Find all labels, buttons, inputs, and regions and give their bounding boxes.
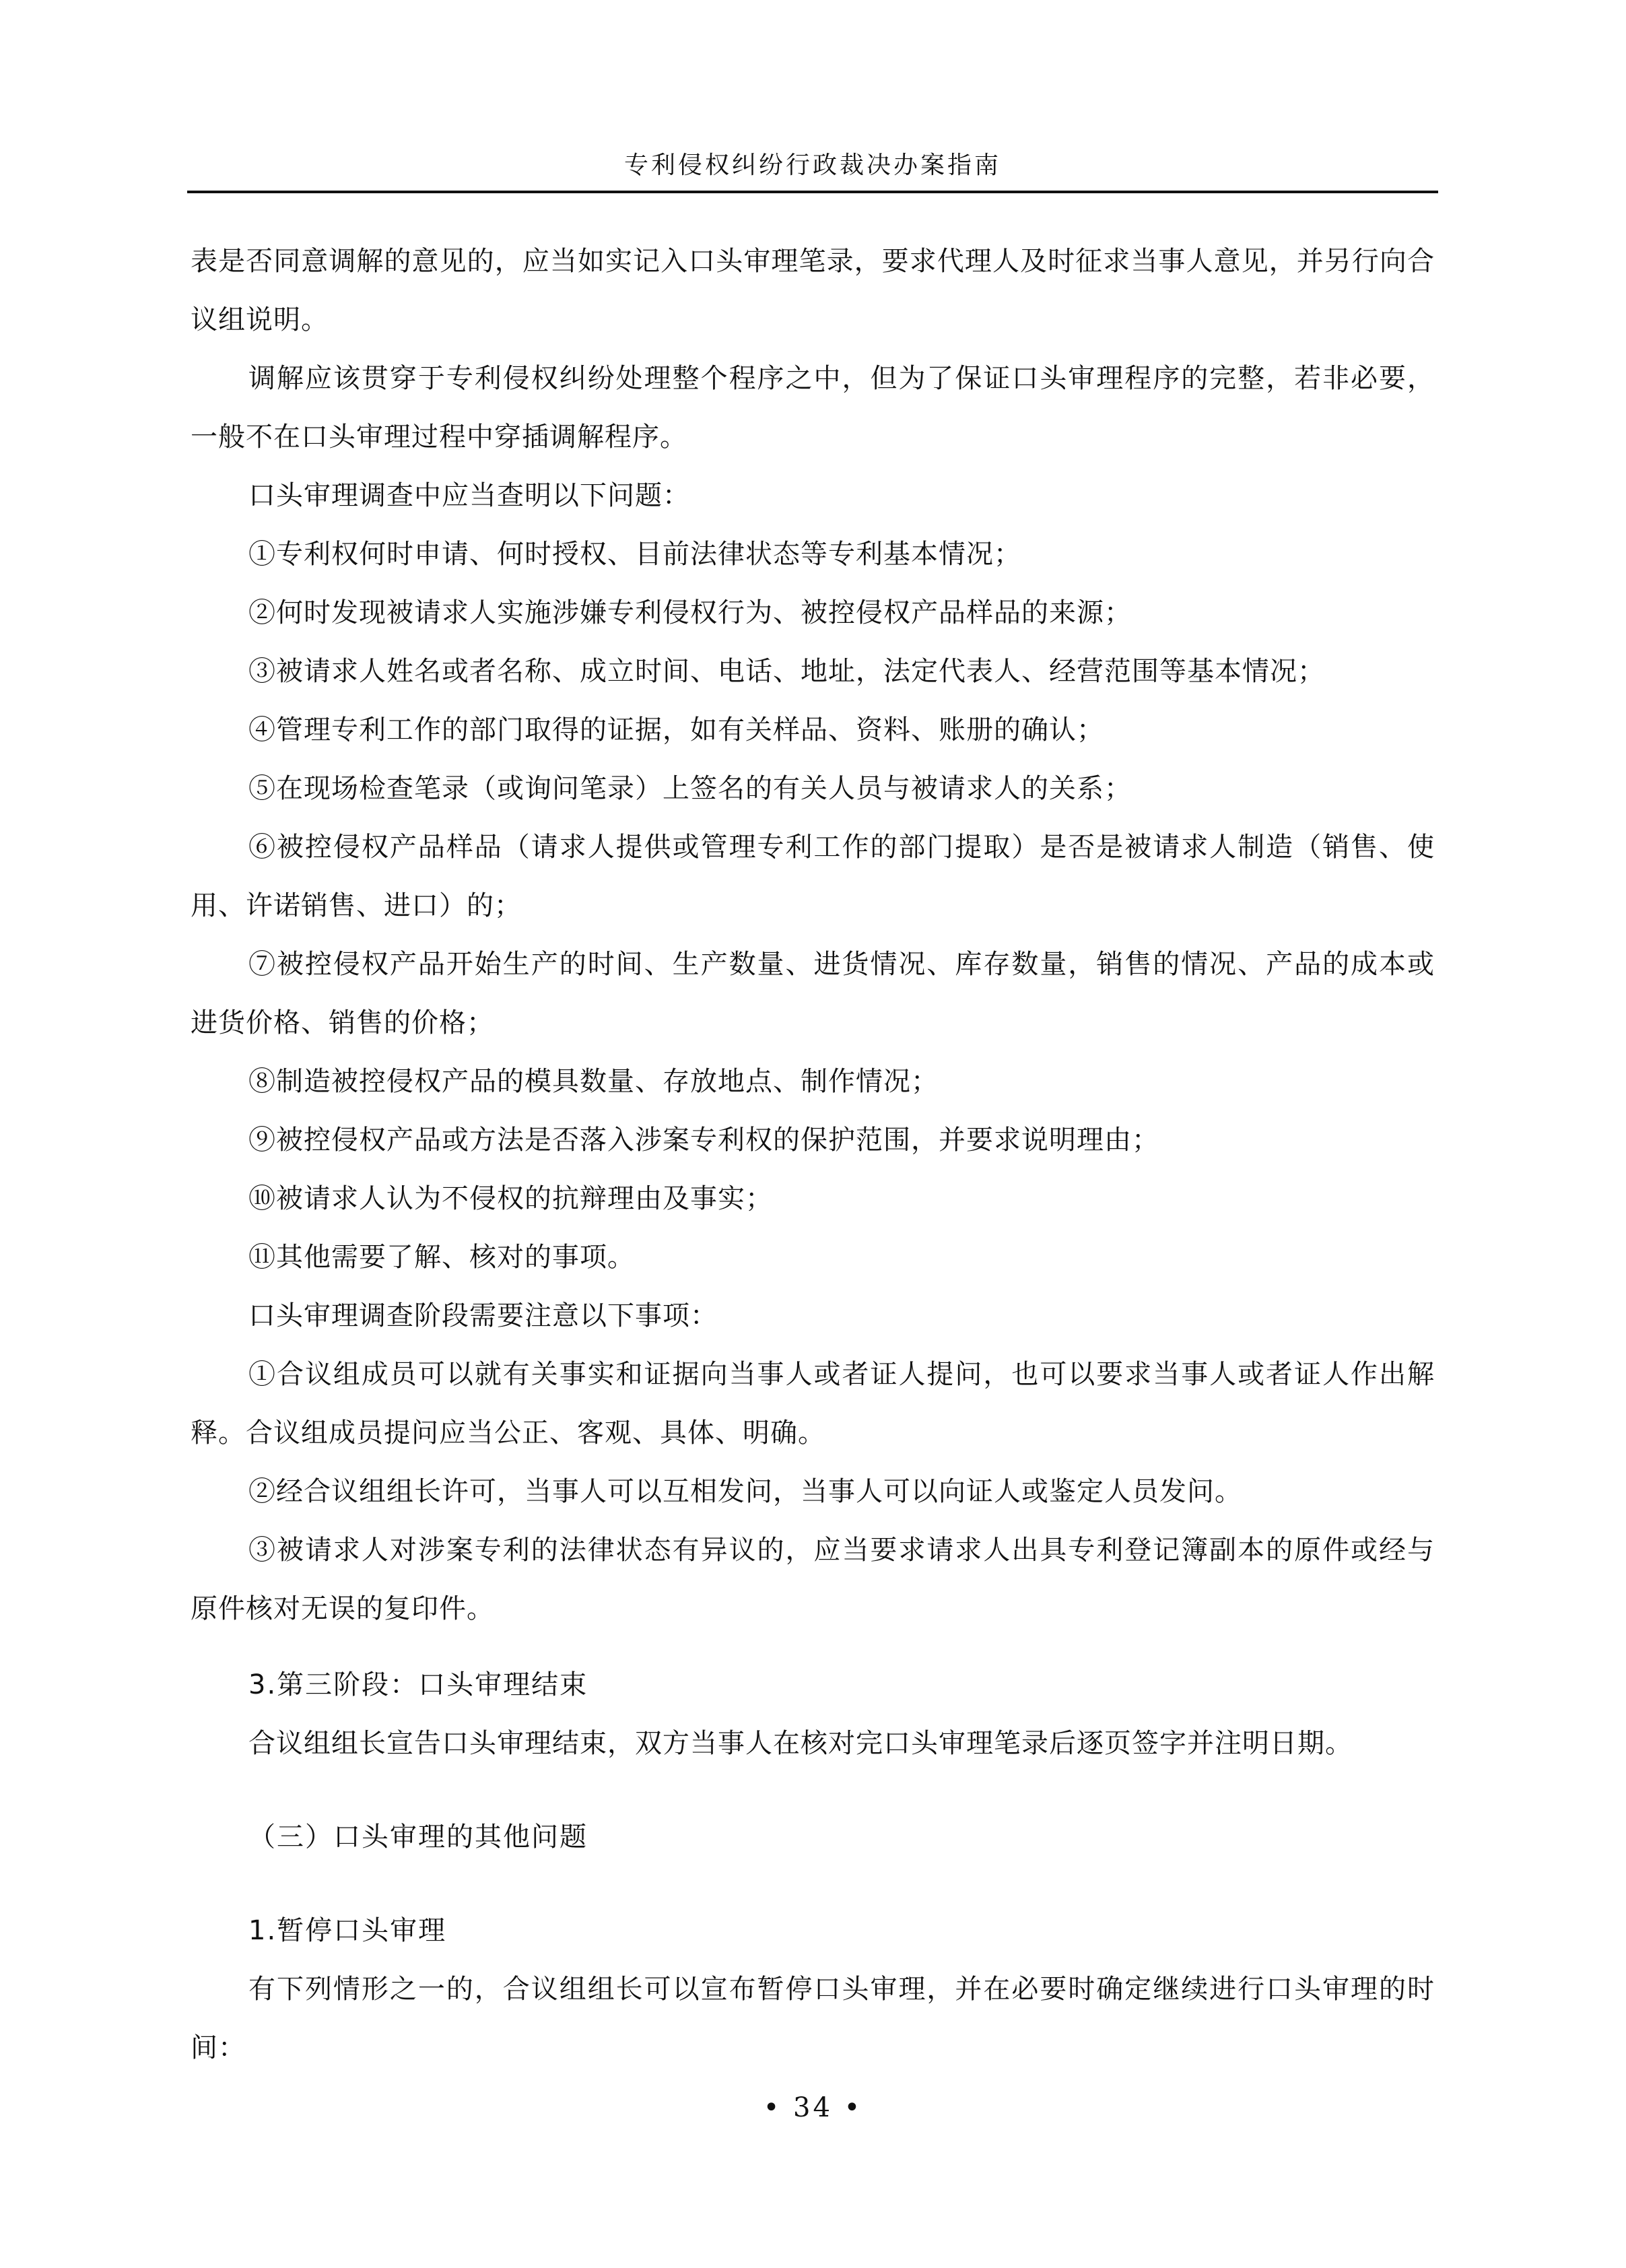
list-item: ⑥被控侵权产品样品（请求人提供或管理专利工作的部门提取）是否是被请求人制造（销售、使用、许诺销售、进口）的； xyxy=(191,832,1435,921)
list-item: ⑩被请求人认为不侵权的抗辩理由及事实； xyxy=(248,1183,773,1214)
list-item: ②何时发现被请求人实施涉嫌专利侵权行为、被控侵权产品样品的来源； xyxy=(248,597,1132,628)
list-item: ⑤在现场检查笔录（或询问笔录）上签名的有关人员与被请求人的关系； xyxy=(248,773,1132,804)
list-item: ④管理专利工作的部门取得的证据，如有关样品、资料、账册的确认； xyxy=(248,714,1104,745)
list-item: ⑪其他需要了解、核对的事项。 xyxy=(248,1242,635,1273)
list-item: ⑦被控侵权产品开始生产的时间、生产数量、进货情况、库存数量，销售的情况、产品的成本或进货价格、销售的价格； xyxy=(191,949,1435,1038)
paragraph-investigation-intro: 口头审理调查中应当查明以下问题： xyxy=(248,480,690,511)
list-item: ⑧制造被控侵权产品的模具数量、存放地点、制作情况； xyxy=(248,1066,939,1097)
page-body xyxy=(191,232,1435,2077)
paragraph-mediation: 调解应该贯穿于专利侵权纠纷处理整个程序之中，但为了保证口头审理程序的完整，若非必要，一般不在口头审理过程中穿插调解程序。 xyxy=(191,363,1435,453)
list-item: ①专利权何时申请、何时授权、目前法律状态等专利基本情况； xyxy=(248,539,1021,570)
paragraph-stage3: 合议组组长宣告口头审理结束，双方当事人在核对完口头审理笔录后逐页签字并注明日期。 xyxy=(248,1728,1353,1759)
list-item: ⑨被控侵权产品或方法是否落入涉案专利权的保护范围，并要求说明理由； xyxy=(248,1125,1159,1156)
list-item: ②经合议组组长许可，当事人可以互相发问，当事人可以向证人或鉴定人员发问。 xyxy=(248,1476,1242,1507)
section-heading-pause: 1.暂停口头审理 xyxy=(248,1915,447,1946)
paragraph-notes-intro: 口头审理调查阶段需要注意以下事项： xyxy=(248,1300,718,1331)
page-number: • 34 • xyxy=(763,2092,863,2123)
paragraph-pause: 有下列情形之一的，合议组组长可以宣布暂停口头审理，并在必要时确定继续进行口头审理的时间： xyxy=(191,1974,1435,2063)
running-header: 专利侵权纠纷行政裁决办案指南 xyxy=(623,152,1001,179)
section-heading-other-issues: （三）口头审理的其他问题 xyxy=(248,1822,588,1853)
list-item: ③被请求人对涉案专利的法律状态有异议的，应当要求请求人出具专利登记簿副本的原件或经与原件核对无误的复印件。 xyxy=(191,1535,1435,1624)
section-heading-stage3: 3.第三阶段：口头审理结束 xyxy=(248,1669,588,1700)
paragraph-continuation: 表是否同意调解的意见的，应当如实记入口头审理笔录，要求代理人及时征求当事人意见，并另行向合议组说明。 xyxy=(191,246,1435,335)
list-item: ③被请求人姓名或者名称、成立时间、电话、地址，法定代表人、经营范围等基本情况； xyxy=(248,656,1325,687)
header-rule xyxy=(187,191,1438,193)
list-item: ①合议组成员可以就有关事实和证据向当事人或者证人提问，也可以要求当事人或者证人作出解释。合议组成员提问应当公正、客观、具体、明确。 xyxy=(191,1359,1435,1448)
